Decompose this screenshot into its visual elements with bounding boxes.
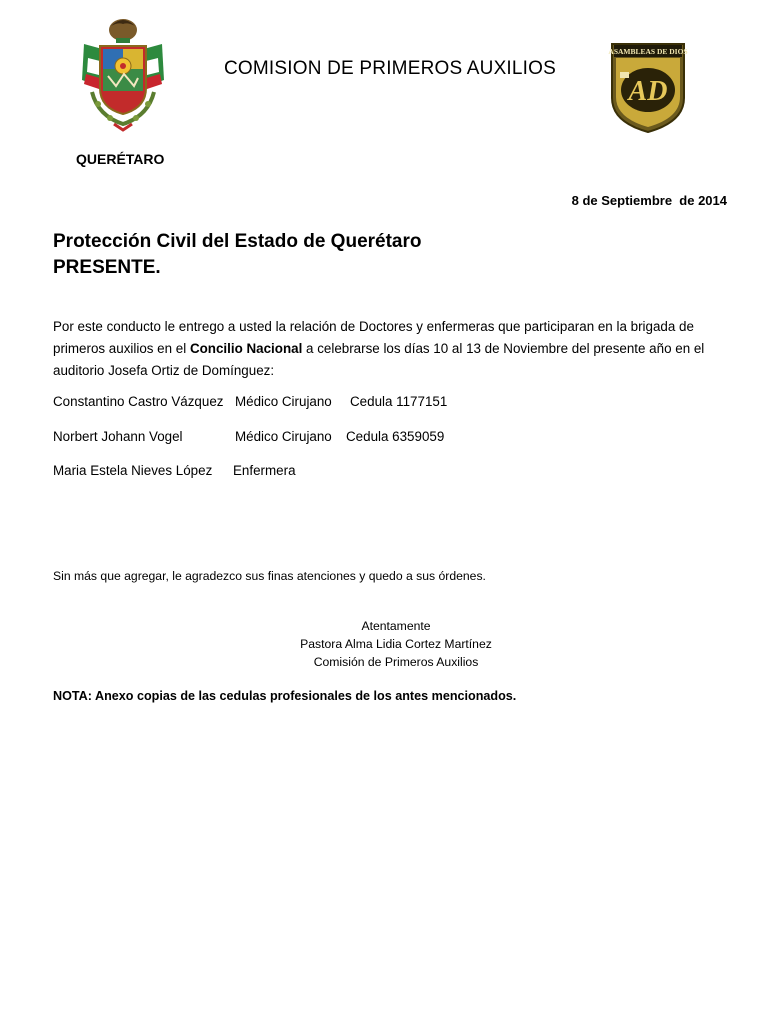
addressee-present: PRESENTE.	[53, 257, 161, 278]
signer-title: Comisión de Primeros Auxilios	[313, 655, 479, 669]
body-paragraph	[53, 316, 718, 382]
addressee-block	[53, 229, 422, 281]
asambleas-de-dios-logo	[608, 42, 688, 134]
logo-monogram: AD	[628, 76, 668, 107]
header-title: COMISION DE PRIMEROS AUXILIOS	[223, 58, 557, 79]
salutation: Atentamente	[361, 619, 431, 633]
state-label: QUERÉTARO	[76, 151, 165, 167]
note-line: NOTA: Anexo copias de las cedulas profesionales de los antes mencionados.	[53, 689, 517, 703]
body-text-part1: Por este conducto le entrego a usted la relación de Doctores y enfermeras que participaran en la brigada de primeros auxilios en el	[53, 319, 694, 356]
staff-name: Norbert Johann Vogel	[53, 428, 183, 444]
logo-caption: ASAMBLEAS DE DIOS	[608, 47, 688, 56]
signature-block	[196, 617, 596, 671]
closing-line: Sin más que agregar, le agradezco sus finas atenciones y quedo a sus órdenes.	[53, 569, 486, 583]
addressee-name: Protección Civil del Estado de Querétaro	[53, 231, 422, 252]
staff-role: Médico Cirujano	[235, 394, 332, 409]
staff-role: Enfermera	[233, 463, 296, 478]
staff-cedula: Cedula 1177151	[350, 394, 448, 409]
body-text-part2: a celebrarse los días 10 al 13 de Noviembre del presente año en el auditorio Josefa Ortiz de Domínguez:	[53, 341, 705, 378]
queretaro-coat-of-arms-emblem	[78, 16, 168, 134]
letter-date: 8 de Septiembre de 2014	[571, 193, 727, 208]
staff-name: Maria Estela Nieves López	[53, 463, 213, 478]
staff-role: Médico Cirujano	[235, 428, 332, 444]
staff-cedula: Cedula 6359059	[346, 428, 445, 444]
signer-name: Pastora Alma Lidia Cortez Martínez	[300, 637, 492, 651]
event-name: Concilio Nacional	[189, 341, 303, 356]
staff-name: Constantino Castro Vázquez	[53, 394, 224, 409]
